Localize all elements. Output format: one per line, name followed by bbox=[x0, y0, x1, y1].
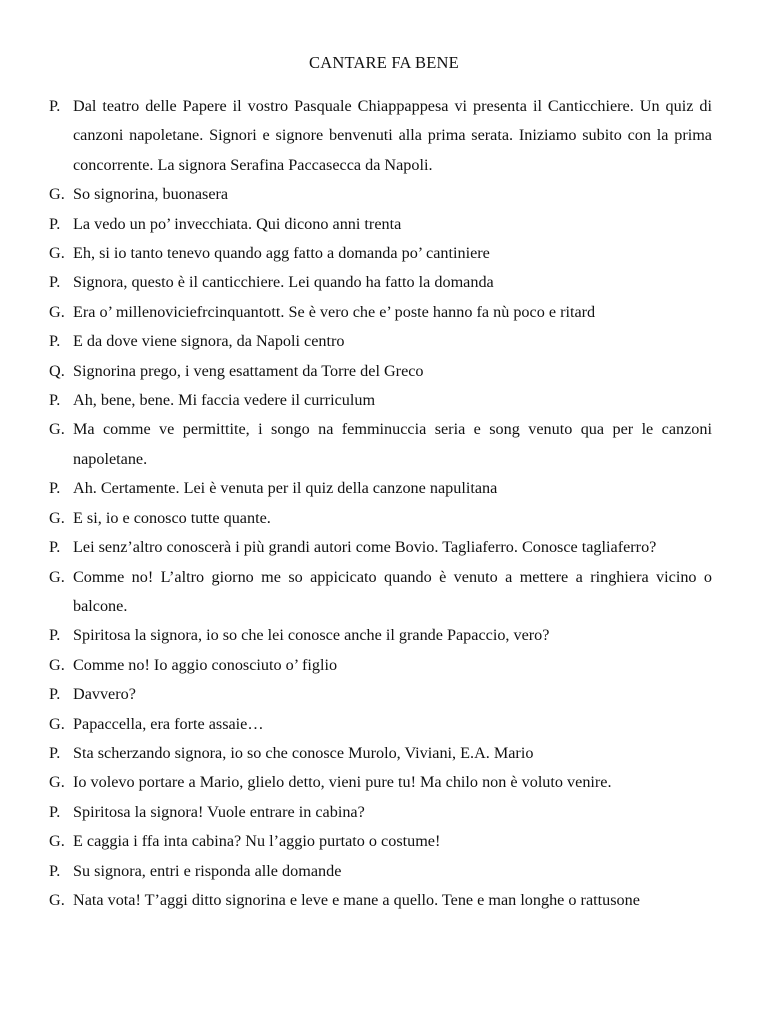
speaker-label: G. bbox=[49, 185, 65, 204]
dialogue-text: Davvero? bbox=[73, 685, 136, 704]
dialogue-line bbox=[49, 621, 712, 650]
dialogue-text: Papaccella, era forte assaie… bbox=[73, 714, 264, 733]
dialogue-line bbox=[49, 798, 712, 827]
dialogue-text: Signora, questo è il canticchiere. Lei quando ha fatto la domanda bbox=[73, 273, 494, 292]
speaker-label: G. bbox=[49, 655, 65, 674]
dialogue-text: So signorina, buonasera bbox=[73, 185, 229, 204]
speaker-label: P. bbox=[49, 743, 61, 762]
dialogue-text: Signorina prego, i veng esattament da Torre del Greco bbox=[73, 361, 424, 380]
speaker-label: G. bbox=[49, 773, 65, 792]
dialogue-line bbox=[49, 739, 712, 768]
dialogue-text: E si, io e conosco tutte quante. bbox=[73, 508, 271, 527]
dialogue-line bbox=[49, 268, 712, 297]
document-title: CANTARE FA BENE bbox=[309, 53, 459, 72]
speaker-label: G. bbox=[49, 244, 65, 263]
dialogue-line bbox=[49, 327, 712, 356]
speaker-label: G. bbox=[49, 508, 65, 527]
dialogue-line bbox=[49, 474, 712, 503]
speaker-label: P. bbox=[49, 479, 61, 498]
dialogue-line bbox=[49, 298, 712, 327]
dialogue-text: Lei senz’altro conoscerà i più grandi autori come Bovio. Tagliaferro. Conosce tagliaferro? bbox=[73, 538, 657, 557]
dialogue-line bbox=[49, 533, 712, 562]
speaker-label: P. bbox=[49, 685, 61, 704]
speaker-label: P. bbox=[49, 626, 61, 645]
speaker-label: P. bbox=[49, 861, 61, 880]
dialogue-text: Ma comme ve permittite, i songo na femminuccia seria e song venuto qua per le canzoni napoletane. bbox=[73, 420, 712, 468]
dialogue-text: Sta scherzando signora, io so che conosce Murolo, Viviani, E.A. Mario bbox=[73, 743, 534, 762]
dialogue-text: Spiritosa la signora, io so che lei conosce anche il grande Papaccio, vero? bbox=[73, 626, 550, 645]
dialogue-line bbox=[49, 239, 712, 268]
speaker-label: G. bbox=[49, 420, 65, 439]
dialogue-text: E caggia i ffa inta cabina? Nu l’aggio purtato o costume! bbox=[73, 832, 441, 851]
dialogue-line bbox=[49, 563, 712, 622]
speaker-label: G. bbox=[49, 832, 65, 851]
dialogue-line bbox=[49, 768, 712, 797]
dialogue-text: E da dove viene signora, da Napoli centro bbox=[73, 332, 345, 351]
dialogue-text: Comme no! L’altro giorno me so appicicato quando è venuto a mettere a ringhiera vicino o balcone. bbox=[73, 567, 712, 615]
dialogue-text: Dal teatro delle Papere il vostro Pasquale Chiappappesa vi presenta il Canticchiere. Un quiz di canzoni napoletane. Signori e signore benvenuti alla prima serata. Iniziamo subito con la prima concorrente. La signora Serafina Paccasecca da Napoli. bbox=[73, 97, 712, 174]
speaker-label: P. bbox=[49, 538, 61, 557]
dialogue-text: Era o’ millenoviciefrcinquantott. Se è vero che e’ poste hanno fa nù poco e ritard bbox=[73, 302, 596, 321]
dialogue-text: Spiritosa la signora! Vuole entrare in cabina? bbox=[73, 802, 365, 821]
dialogue-text: Comme no! Io aggio conosciuto o’ figlio bbox=[73, 655, 338, 674]
dialogue-line bbox=[49, 92, 712, 180]
dialogue-list bbox=[49, 92, 712, 915]
dialogue-line bbox=[49, 210, 712, 239]
dialogue-text: Ah, bene, bene. Mi faccia vedere il curriculum bbox=[73, 391, 376, 410]
speaker-label: G. bbox=[49, 890, 65, 909]
dialogue-text: Io volevo portare a Mario, glielo detto, vieni pure tu! Ma chilo non è voluto venire. bbox=[73, 773, 612, 792]
dialogue-line bbox=[49, 386, 712, 415]
dialogue-text: Nata vota! T’aggi ditto signorina e leve e mane a quello. Tene e man longhe o rattusone bbox=[73, 890, 640, 909]
dialogue-text: Eh, si io tanto tenevo quando agg fatto a domanda po’ cantiniere bbox=[73, 244, 490, 263]
speaker-label: P. bbox=[49, 391, 61, 410]
dialogue-line bbox=[49, 180, 712, 209]
dialogue-line bbox=[49, 710, 712, 739]
speaker-label: Q. bbox=[49, 361, 65, 380]
dialogue-line bbox=[49, 857, 712, 886]
dialogue-line bbox=[49, 357, 712, 386]
dialogue-line bbox=[49, 680, 712, 709]
dialogue-line bbox=[49, 504, 712, 533]
speaker-label: P. bbox=[49, 273, 61, 292]
dialogue-line bbox=[49, 651, 712, 680]
dialogue-line bbox=[49, 827, 712, 856]
dialogue-line bbox=[49, 415, 712, 474]
dialogue-text: Su signora, entri e risponda alle domande bbox=[73, 861, 342, 880]
speaker-label: G. bbox=[49, 567, 65, 586]
dialogue-text: Ah. Certamente. Lei è venuta per il quiz della canzone napulitana bbox=[73, 479, 498, 498]
speaker-label: P. bbox=[49, 97, 61, 115]
speaker-label: P. bbox=[49, 802, 61, 821]
speaker-label: G. bbox=[49, 302, 65, 321]
dialogue-line bbox=[49, 886, 712, 915]
dialogue-text: La vedo un po’ invecchiata. Qui dicono anni trenta bbox=[73, 214, 402, 233]
speaker-label: P. bbox=[49, 332, 61, 351]
speaker-label: G. bbox=[49, 714, 65, 733]
speaker-label: P. bbox=[49, 214, 61, 233]
